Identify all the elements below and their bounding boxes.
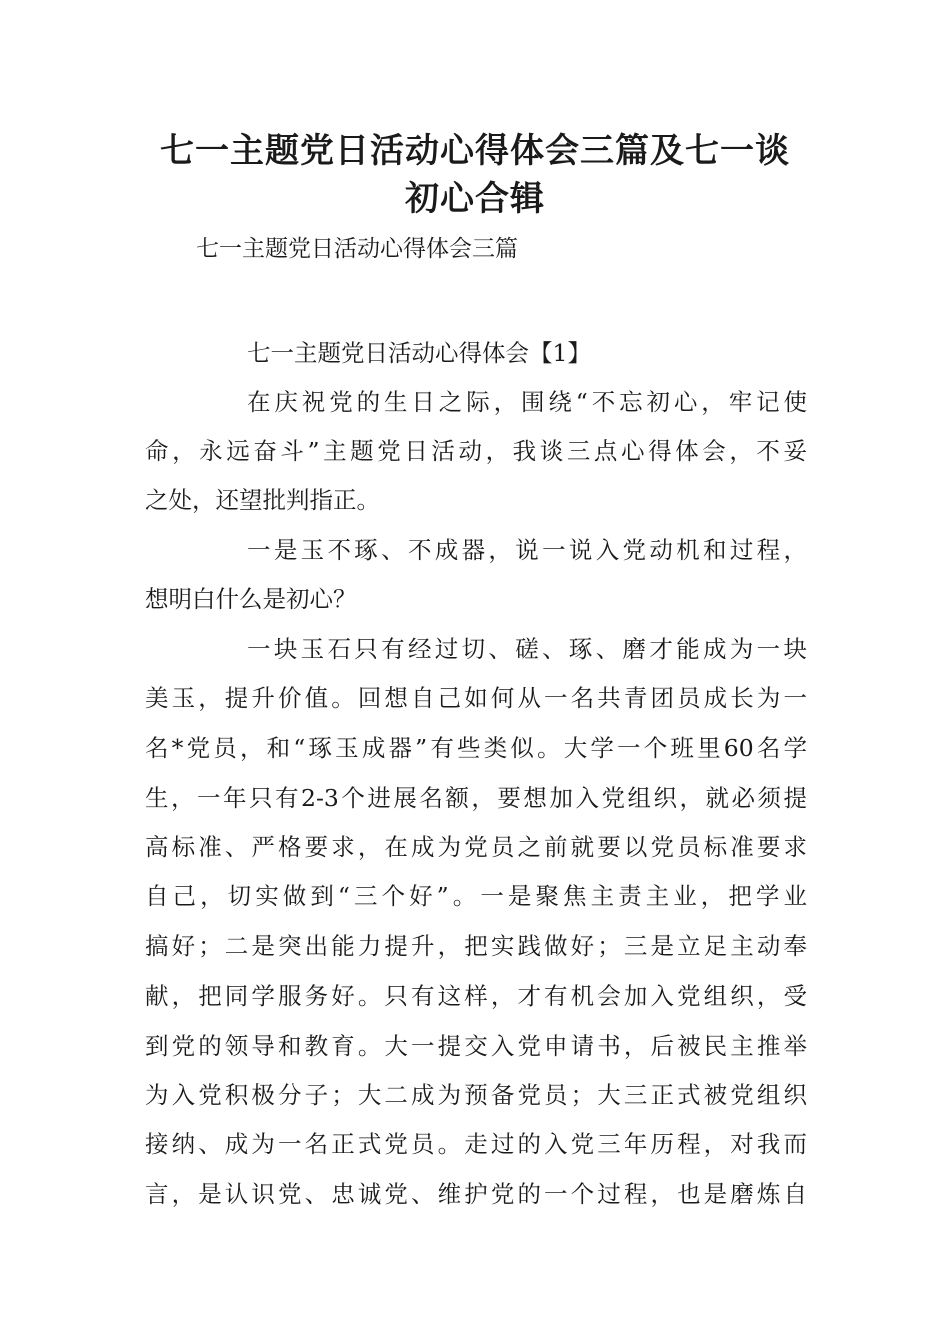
section-heading: 七一主题党日活动心得体会【1】 bbox=[247, 339, 591, 367]
body-line: 献，把同学服务好。只有这样，才有机会加入党组织，受 bbox=[145, 982, 807, 1010]
body-line: 一是玉不琢、不成器，说一说入党动机和过程， bbox=[247, 536, 807, 564]
body-line: 搞好；二是突出能力提升，把实践做好；三是立足主动奉 bbox=[145, 932, 807, 960]
body-line: 高标准、严格要求，在成为党员之前就要以党员标准要求 bbox=[145, 833, 807, 861]
body-line: 自己，切实做到“三个好”。一是聚焦主责主业，把学业 bbox=[145, 882, 807, 910]
body-line: 言，是认识党、忠诚党、维护党的一个过程，也是磨炼自 bbox=[145, 1180, 807, 1208]
body-line: 命，永远奋斗”主题党日活动，我谈三点心得体会，不妥 bbox=[145, 437, 807, 465]
body-line: 接纳、成为一名正式党员。走过的入党三年历程，对我而 bbox=[145, 1130, 807, 1158]
body-line: 美玉，提升价值。回想自己如何从一名共青团员成长为一 bbox=[145, 684, 807, 712]
body-line: 之处，还望批判指正。 bbox=[145, 486, 380, 514]
body-line: 生，一年只有2-3个进展名额，要想加入党组织，就必须提 bbox=[145, 784, 807, 812]
body-line: 在庆祝党的生日之际，围绕“不忘初心，牢记使 bbox=[247, 388, 807, 416]
body-line: 到党的领导和教育。大一提交入党申请书，后被民主推举 bbox=[145, 1032, 807, 1060]
document-title-line-1: 七一主题党日活动心得体会三篇及七一谈 bbox=[160, 131, 790, 171]
body-line: 想明白什么是初心？ bbox=[145, 585, 357, 613]
document-title-line-2: 初心合辑 bbox=[405, 179, 545, 219]
body-line: 为入党积极分子；大二成为预备党员；大三正式被党组织 bbox=[145, 1081, 807, 1109]
body-line: 一块玉石只有经过切、磋、琢、磨才能成为一块 bbox=[247, 635, 807, 663]
body-line: 名*党员，和“琢玉成器”有些类似。大学一个班里60名学 bbox=[145, 734, 807, 762]
document-subtitle: 七一主题党日活动心得体会三篇 bbox=[196, 236, 518, 262]
